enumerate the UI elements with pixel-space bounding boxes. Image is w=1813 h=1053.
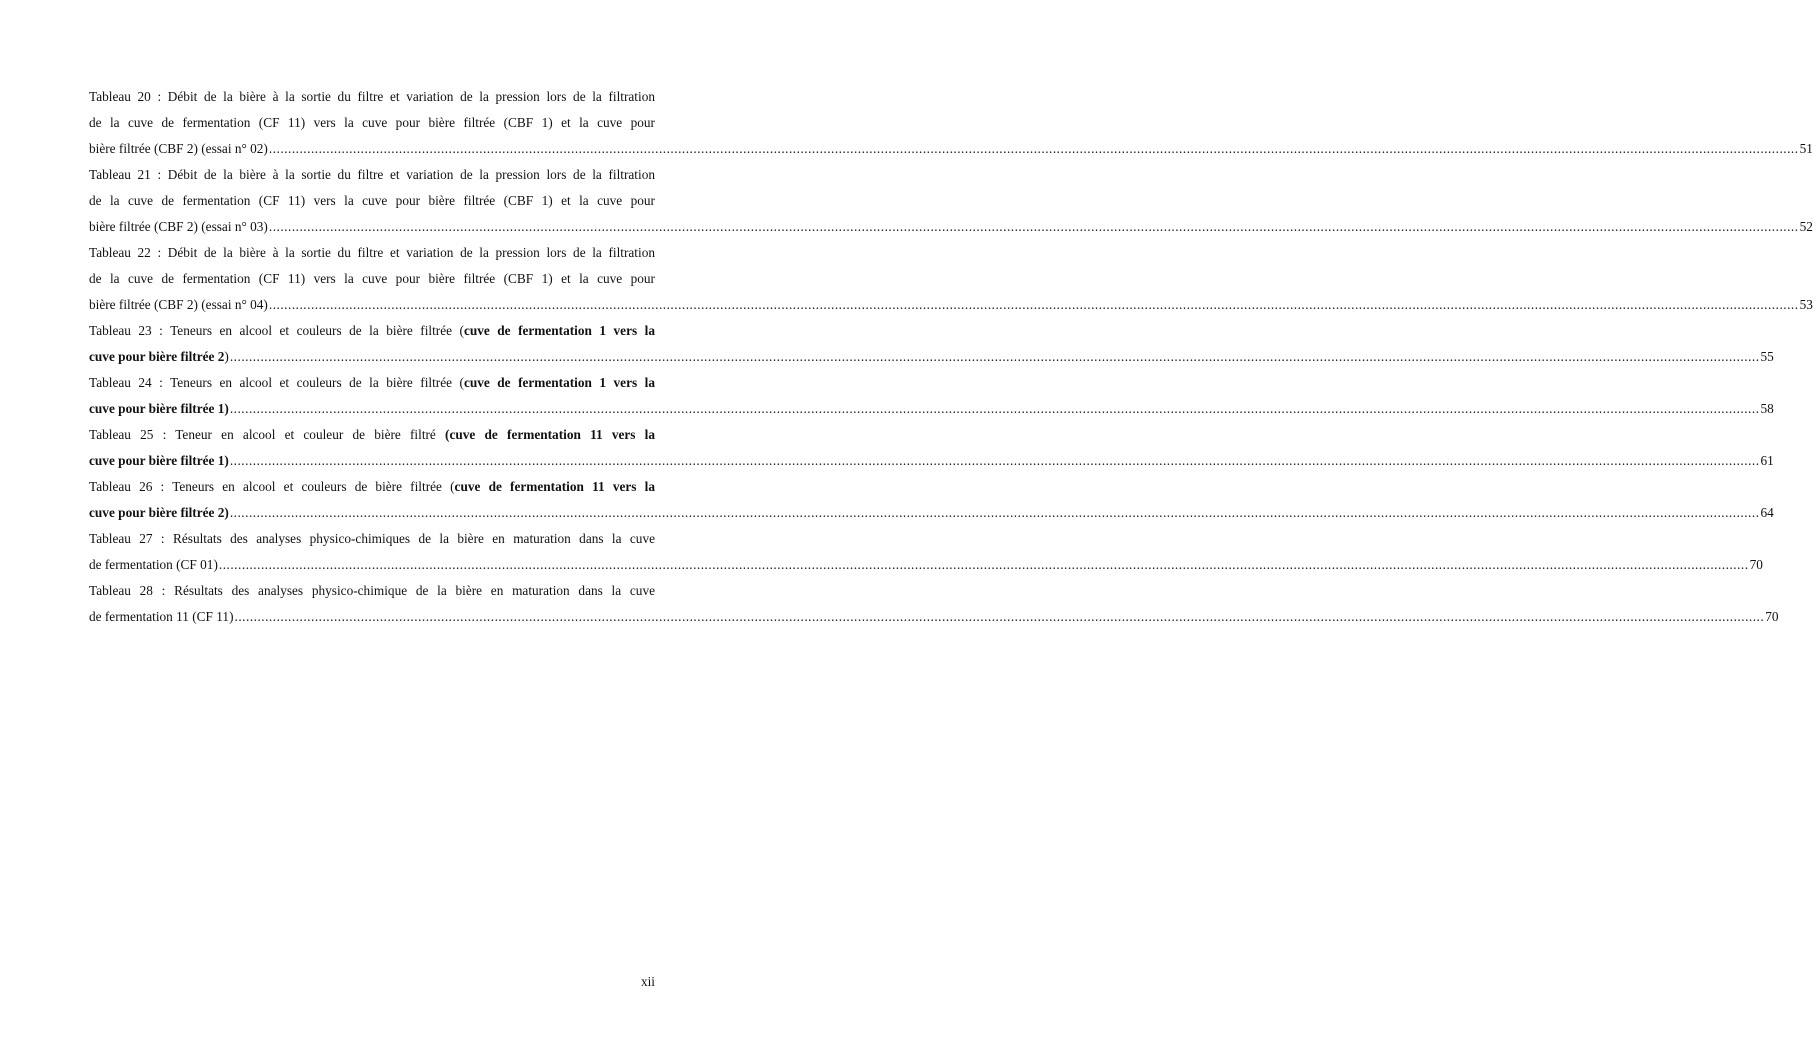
entry-text: cuve pour bière filtrée 2 — [89, 349, 225, 364]
entry-line — [89, 240, 655, 266]
entry-line — [89, 84, 655, 110]
entry-line — [89, 292, 268, 318]
entry-text: de la cuve de fermentation (CF 11) vers la cuve pour bière filtrée (CBF 1) et la cuve pour — [89, 271, 655, 286]
toc-entry[interactable] — [89, 318, 1774, 370]
entry-line — [89, 110, 655, 136]
entry-text: cuve de fermentation 1 vers la — [463, 323, 655, 338]
toc-entry[interactable] — [89, 84, 1813, 162]
entry-page-number: 51 — [1799, 141, 1813, 156]
entry-text: Tableau 22 : Débit de la bière à la sortie du filtre et variation de la pression lors de la filtration — [89, 245, 655, 260]
entry-last-line — [89, 136, 1813, 162]
entry-text: Tableau 20 : Débit de la bière à la sortie du filtre et variation de la pression lors de la filtration — [89, 89, 655, 104]
entry-line — [89, 526, 655, 552]
dot-leader: ................................................................................................................................................................................................................................................................................................................................................................................................................ — [229, 401, 1760, 416]
entry-text: Tableau 25 : Teneur en alcool et couleur de bière filtré — [89, 427, 446, 442]
entry-text: Tableau 28 : Résultats des analyses physico-chimique de la bière en maturation dans la cuve — [89, 583, 655, 598]
toc-entry[interactable] — [89, 162, 1813, 240]
entry-page-number: 70 — [1749, 557, 1763, 572]
entry-line — [89, 500, 229, 526]
toc-entry[interactable] — [89, 370, 1774, 422]
dot-leader: ................................................................................................................................................................................................................................................................................................................................................................................................................ — [229, 453, 1760, 468]
entry-text: cuve de fermentation 11 vers la — [454, 479, 655, 494]
entry-text: cuve de fermentation 1 vers la — [463, 375, 655, 390]
entry-line — [89, 604, 234, 630]
entry-line — [89, 552, 218, 578]
dot-leader: ................................................................................................................................................................................................................................................................................................................................................................................................................ — [268, 141, 1799, 156]
dot-leader: ................................................................................................................................................................................................................................................................................................................................................................................................................ — [268, 219, 1799, 234]
entry-page-number: 53 — [1799, 297, 1813, 312]
entry-line — [89, 396, 229, 422]
entry-line — [89, 162, 655, 188]
toc-entry[interactable] — [89, 526, 1763, 578]
entry-text: de la cuve de fermentation (CF 11) vers la cuve pour bière filtrée (CBF 1) et la cuve pour — [89, 193, 655, 208]
entry-text: de la cuve de fermentation (CF 11) vers la cuve pour bière filtrée (CBF 1) et la cuve pour — [89, 115, 655, 130]
entry-text: Tableau 24 : Teneurs en alcool et couleurs de la bière filtrée ( — [89, 375, 464, 390]
entry-line — [89, 214, 268, 240]
toc-entry[interactable] — [89, 578, 1779, 630]
entry-page-number: 61 — [1760, 453, 1774, 468]
entry-text: cuve pour bière filtrée 1) — [89, 401, 229, 416]
entry-line — [89, 474, 655, 500]
entry-text: (cuve de fermentation 11 vers la — [445, 427, 655, 442]
entry-text: bière filtrée (CBF 2) (essai n° 03) — [89, 219, 268, 234]
entry-text: de fermentation 11 (CF 11) — [89, 609, 234, 624]
dot-leader: ................................................................................................................................................................................................................................................................................................................................................................................................................ — [229, 505, 1760, 520]
entry-last-line — [89, 396, 1774, 422]
entry-page-number: 70 — [1765, 609, 1779, 624]
toc-entry[interactable] — [89, 474, 1774, 526]
entry-line — [89, 578, 655, 604]
entry-text: Tableau 26 : Teneurs en alcool et couleurs de bière filtrée ( — [89, 479, 455, 494]
entry-last-line — [89, 292, 1813, 318]
entry-last-line — [89, 604, 1779, 630]
entry-line — [89, 266, 655, 292]
entry-line — [89, 344, 229, 370]
toc-entry[interactable] — [89, 240, 1813, 318]
entry-text: Tableau 27 : Résultats des analyses physico-chimiques de la bière en maturation dans la cuve — [89, 531, 655, 546]
page-number: xii — [640, 974, 655, 989]
entry-page-number: 52 — [1799, 219, 1813, 234]
entry-line — [89, 318, 655, 344]
dot-leader: ................................................................................................................................................................................................................................................................................................................................................................................................................ — [234, 609, 1765, 624]
entry-line — [89, 448, 229, 474]
entry-last-line — [89, 448, 1774, 474]
entry-line — [89, 188, 655, 214]
entry-text: Tableau 23 : Teneurs en alcool et couleurs de la bière filtrée ( — [89, 323, 464, 338]
list-of-tables — [89, 84, 1813, 630]
entry-page-number: 55 — [1760, 349, 1774, 364]
entry-last-line — [89, 344, 1774, 370]
entry-text: bière filtrée (CBF 2) (essai n° 04) — [89, 297, 268, 312]
entry-line — [89, 422, 655, 448]
entry-last-line — [89, 500, 1774, 526]
entry-text: cuve pour bière filtrée 2) — [89, 505, 229, 520]
dot-leader: ................................................................................................................................................................................................................................................................................................................................................................................................................ — [218, 557, 1749, 572]
entry-text: ) — [224, 349, 229, 364]
entry-text: bière filtrée (CBF 2) (essai n° 02) — [89, 141, 268, 156]
entry-page-number: 64 — [1760, 505, 1774, 520]
entry-text: de fermentation (CF 01) — [89, 557, 218, 572]
entry-last-line — [89, 552, 1763, 578]
entry-last-line — [89, 214, 1813, 240]
entry-page-number: 58 — [1760, 401, 1774, 416]
dot-leader: ................................................................................................................................................................................................................................................................................................................................................................................................................ — [229, 349, 1760, 364]
entry-text: Tableau 21 : Débit de la bière à la sortie du filtre et variation de la pression lors de la filtration — [89, 167, 655, 182]
entry-line — [89, 136, 268, 162]
dot-leader: ................................................................................................................................................................................................................................................................................................................................................................................................................ — [268, 297, 1799, 312]
toc-entry[interactable] — [89, 422, 1774, 474]
entry-line — [89, 370, 655, 396]
entry-text: cuve pour bière filtrée 1) — [89, 453, 229, 468]
